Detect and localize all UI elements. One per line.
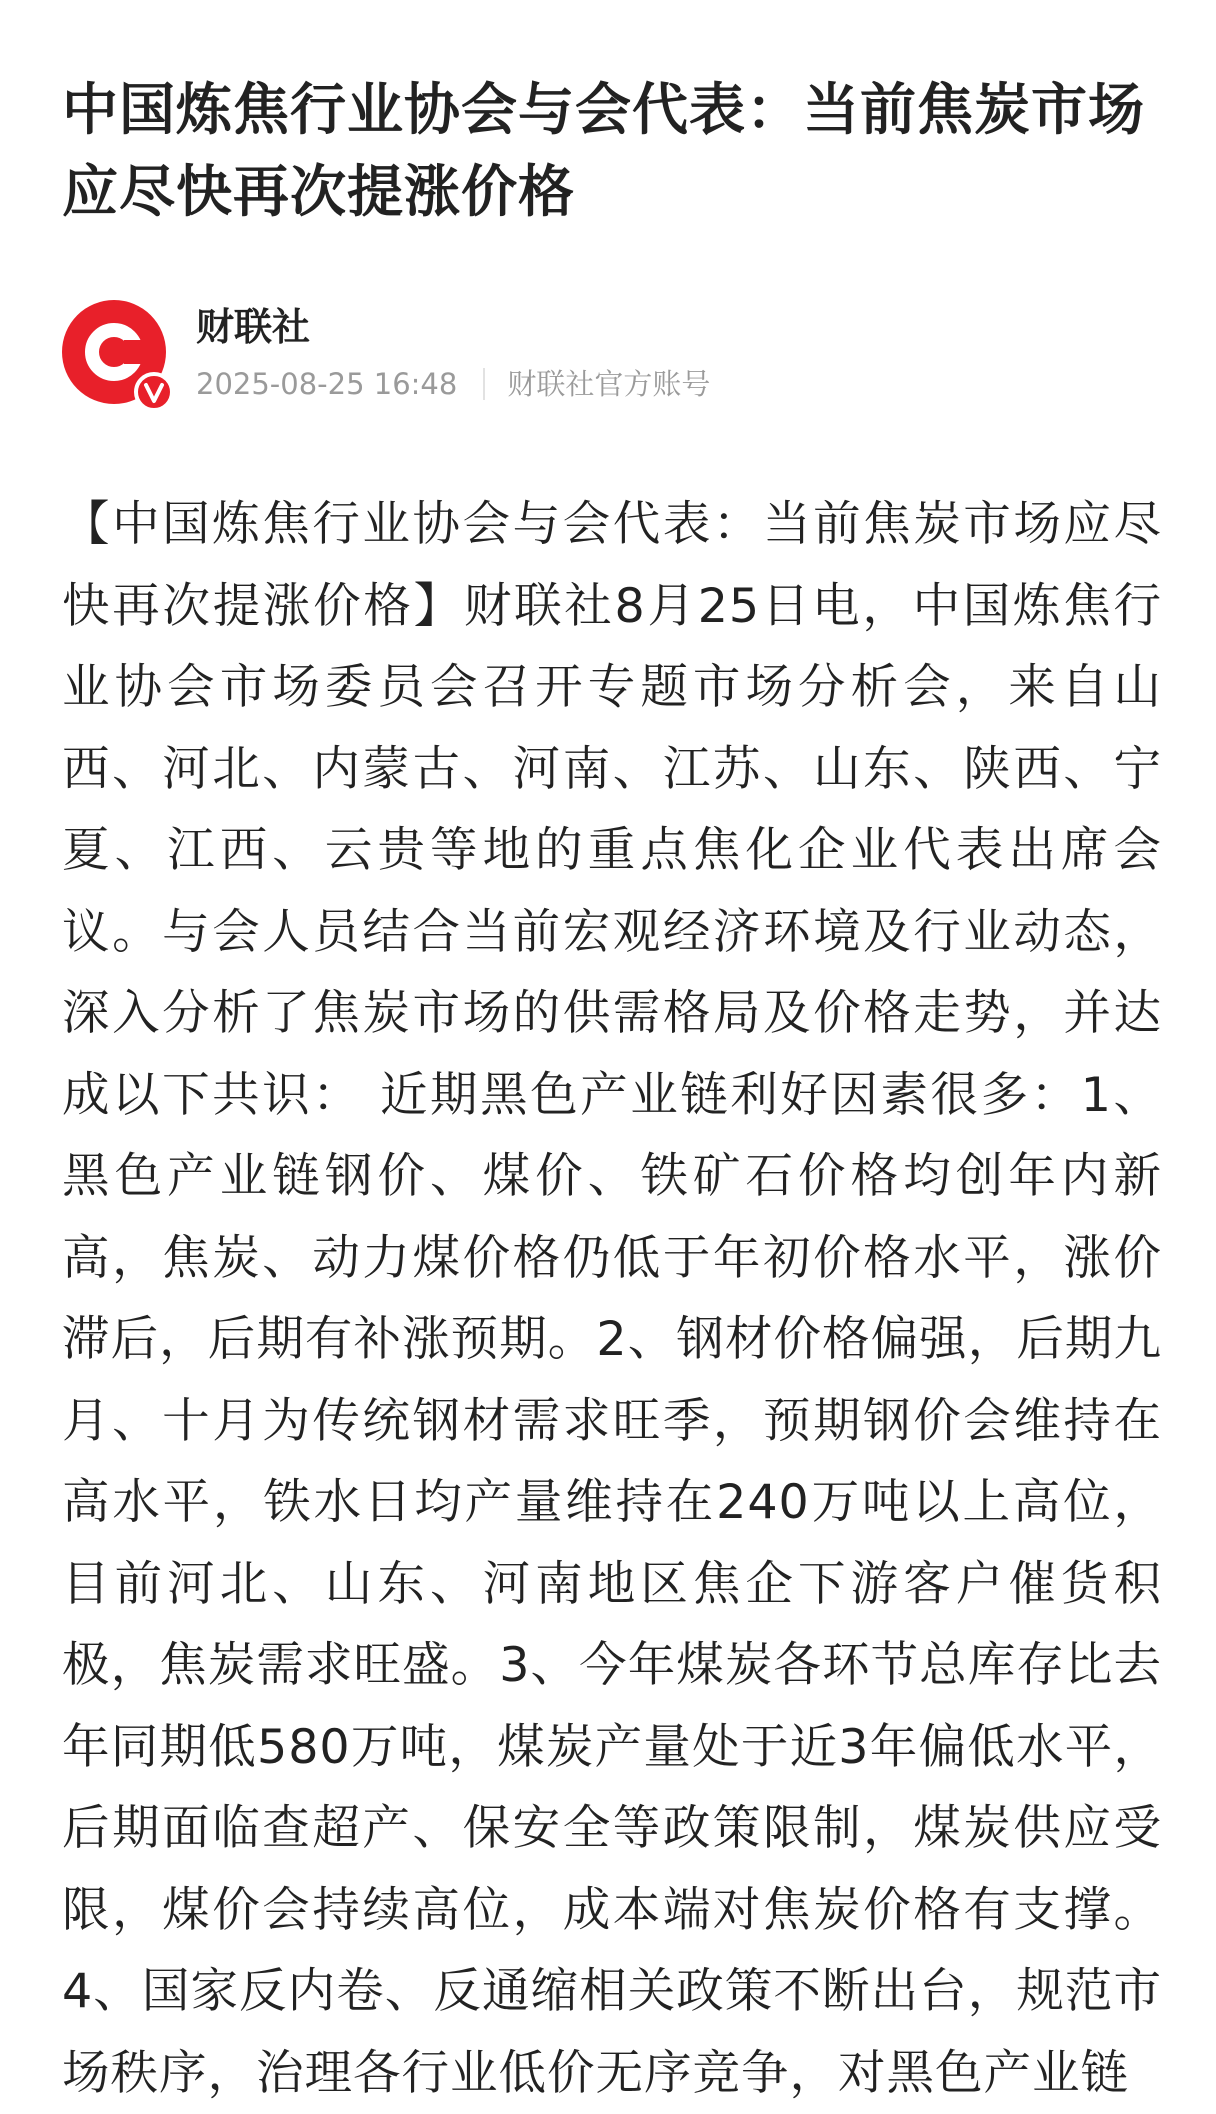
article-body: 【中国炼焦行业协会与会代表：当前焦炭市场应尽快再次提涨价格】财联社8月25日电，中国炼焦行业协会市场委员会召开专题市场分析会，来自山西、河北、内蒙古、河南、江苏、山东、陕西、宁夏、江西、云贵等地的重点焦化企业代表出席会议。与会人员结合当前宏观经济环境及行业动态，深入分析了焦炭市场的供需格局及价格走势，并达成以下共识： 近期黑色产业链利好因素很多：1、黑色产业链钢价、煤价、铁矿石价格均创年内新高，焦炭、动力煤价格仍低于年初价格水平，涨价滞后，后期有补涨预期。2、钢材价格偏强，后期九月、十月为传统钢材需求旺季，预期钢价会维持在高水平，铁水日均产量维持在240万吨以上高位，目前河北、山东、河南地区焦企下游客户催货积极，焦炭需求旺盛。3、今年煤炭各环节总库存比去年同期低580万吨，煤炭产量处于近3年偏低水平，后期面临查超产、保安全等政策限制，煤炭供应受限，煤价会持续高位，成本端对焦炭价格有支撑。4、国家反内卷、反通缩相关政策不断出台，规范市场秩序，治理各行业低价无序竞争，对黑色产业链	[62, 497, 1162, 2101]
author-row[interactable]	[62, 300, 1162, 420]
meta-divider	[483, 368, 485, 400]
article-title: 中国炼焦行业协会与会代表：当前焦炭市场应尽快再次提涨价格	[62, 78, 1145, 225]
article	[62, 70, 1162, 2114]
author-name[interactable]: 财联社	[196, 305, 311, 349]
account-type: 财联社官方账号	[507, 367, 711, 401]
post-meta	[196, 366, 710, 402]
publish-time: 2025-08-25 16:48	[196, 367, 458, 401]
verified-publisher-avatar-icon[interactable]	[62, 300, 174, 412]
